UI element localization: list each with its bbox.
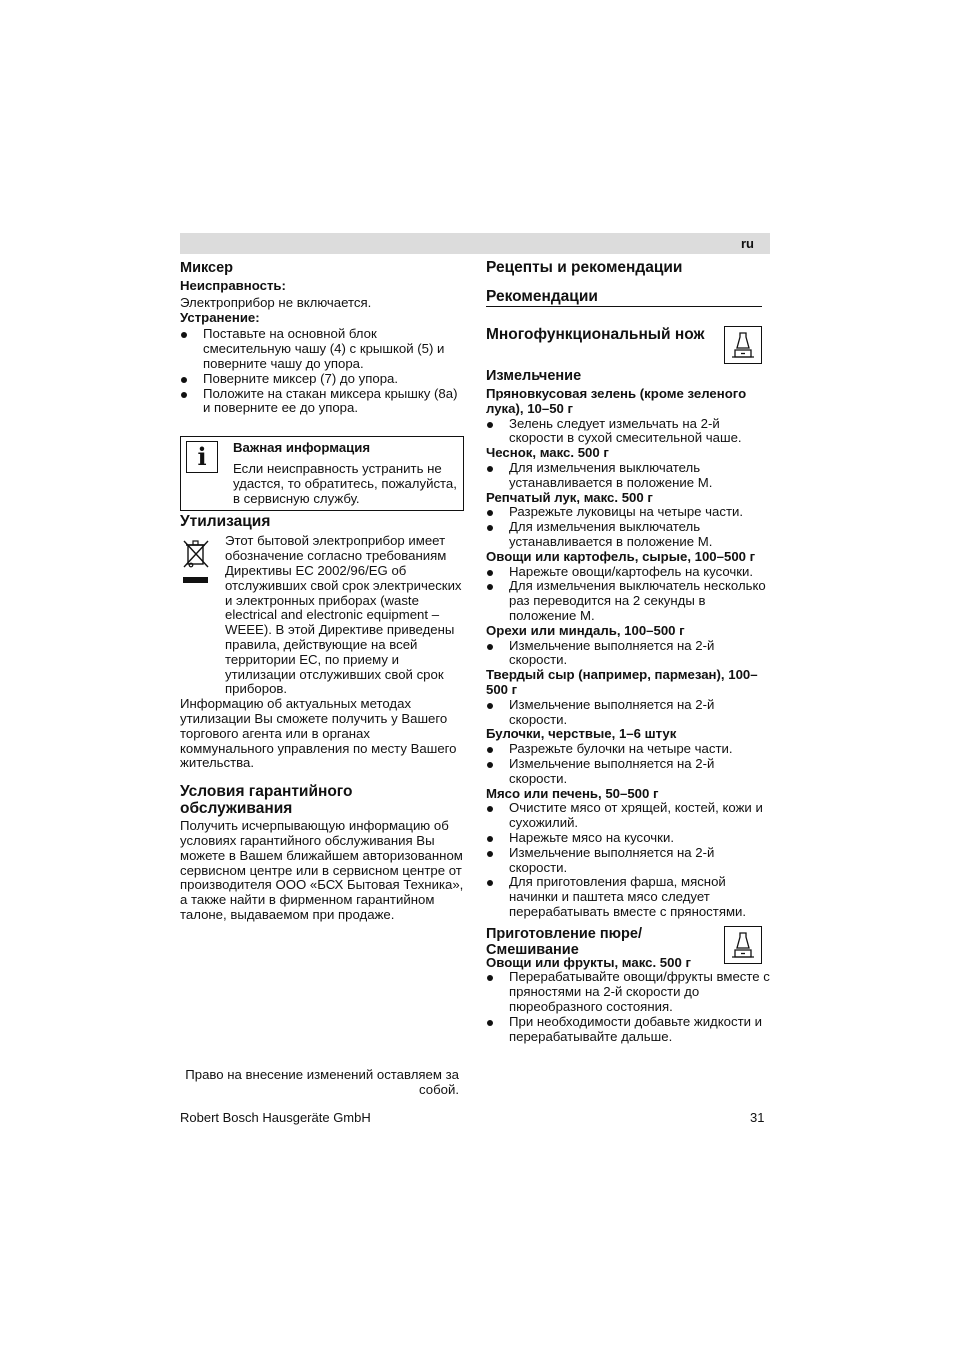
footer-company: Robert Bosch Hausgeräte GmbH [180, 1110, 371, 1125]
multi-knife-header [486, 326, 762, 364]
blender-icon [724, 326, 762, 364]
recipe-group [486, 550, 770, 624]
list-item: При необходимости добавьте жидкости и перерабатывайте дальше. [486, 1015, 770, 1045]
list-item: Для измельчения выключатель несколько раз переводится на 2 секунды в положение M. [486, 579, 770, 623]
info-box [180, 436, 464, 511]
group-title: Орехи или миндаль, 100–500 г [486, 622, 685, 638]
recipes-title: Рецепты и рекомендации [486, 259, 683, 276]
crossed-bin-icon [180, 537, 212, 569]
group-title: Булочки, черствые, 1–6 штук [486, 726, 677, 742]
list-item: Поверните миксер (7) до упора. [180, 372, 464, 387]
warranty-text: Получить исчерпывающую информацию об условиях гарантийного обслуживания Вы можете в Вашем ближайшем авторизованном сервисном центре или в сервисном центре от производителя ООО «БСХ Бытовая Техника», а также найти в фирменном гарантийном талоне, выдаваемом при продаже. [180, 818, 464, 922]
recommendations-title: Рекомендации [486, 288, 762, 307]
list-item: Очистите мясо от хрящей, костей, кожи и сухожилий. [486, 801, 770, 831]
group-title: Репчатый лук, макс. 500 г [486, 489, 653, 505]
group-title: Твердый сыр (например, пармезан), 100–500 г [486, 667, 758, 697]
fault-text: Электроприбор не включается. [180, 294, 372, 310]
fix-list [180, 327, 464, 416]
recipe-group [486, 668, 770, 727]
multi-knife-title: Многофункциональный нож [486, 326, 705, 343]
list-item: Положите на стакан миксера крышку (8a) и поверните ее до упора. [180, 387, 464, 417]
list-item: Разрежьте булочки на четыре части. [486, 742, 770, 757]
recipe-group [486, 624, 770, 668]
group-title: Мясо или печень, 50–500 г [486, 785, 659, 801]
list-item: Измельчение выполняется на 2-й скорости. [486, 757, 770, 787]
disposal-text-2: Информацию об актуальных методах утилизации Вы сможете получить у Вашего торгового агента или в органах коммунального управления по месту Вашего жительства. [180, 696, 457, 771]
fix-label: Устранение: [180, 309, 260, 325]
recipe-group [486, 491, 770, 550]
info-icon: i [186, 441, 218, 473]
page-number: 31 [750, 1110, 765, 1125]
list-item: Зелень следует измельчать на 2-й скорости в сухой смесительной чаше. [486, 417, 770, 447]
recipe-group [486, 727, 770, 786]
rights-note: Право на внесение изменений оставляем за собой. [185, 1067, 459, 1097]
chopping-title: Измельчение [486, 368, 582, 384]
group-title: Пряновкусовая зелень (кроме зеленого лука), 10–50 г [486, 386, 747, 416]
fault-label: Неисправность: [180, 278, 286, 293]
language-bar [180, 233, 770, 254]
group-title: Чеснок, макс. 500 г [486, 445, 609, 461]
info-text: Если неисправность устранить не удастся, то обратитесь, пожалуйста, в сервисную службу. [233, 460, 457, 506]
info-title: Важная информация [233, 440, 371, 456]
right-column [486, 258, 770, 1044]
list-item: Измельчение выполняется на 2-й скорости. [486, 846, 770, 876]
disposal-block [180, 534, 464, 697]
list-item: Поставьте на основной блок смесительную чашу (4) с крышкой (5) и поверните чашу до упора. [180, 327, 464, 371]
list-item: Измельчение выполняется на 2-й скорости. [486, 698, 770, 728]
language-code: ru [741, 236, 754, 251]
recipe-group [486, 446, 770, 490]
list-item: Для измельчения выключатель устанавливается в положение M. [486, 520, 770, 550]
blender-icon [724, 926, 762, 964]
disposal-text: Этот бытовой электроприбор имеет обозначение согласно требованиям Директивы ЕС 2002/96/EG об отслуживших свой срок электрических и электронных приборах (waste electrical and electronic equipment – WEEE). В этой Директиве приведены правила, действующие на всей территории ЕС, по приему и утилизации отслуживших свой срок приборов. [225, 533, 462, 697]
list-item: Нарежьте овощи/картофель на кусочки. [486, 565, 770, 580]
list-item: Разрежьте луковицы на четыре части. [486, 505, 770, 520]
puree-list [486, 970, 770, 1044]
recipe-group [486, 787, 770, 920]
list-item: Для приготовления фарша, мясной начинки и паштета мясо следует перерабатывать вместе с пряностями. [486, 875, 770, 919]
mixer-title: Миксер [180, 260, 234, 276]
puree-title: Приготовление пюре/ Смешивание [486, 925, 642, 958]
group-title: Овощи или картофель, сырые, 100–500 г [486, 548, 756, 564]
recipe-group [486, 387, 770, 446]
list-item: Нарежьте мясо на кусочки. [486, 831, 770, 846]
puree-group-title: Овощи или фрукты, макс. 500 г [486, 954, 691, 970]
list-item: Для измельчения выключатель устанавливается в положение M. [486, 461, 770, 491]
weee-bar [183, 577, 208, 583]
disposal-title: Утилизация [180, 513, 271, 531]
list-item: Измельчение выполняется на 2-й скорости. [486, 639, 770, 669]
list-item: Перерабатывайте овощи/фрукты вместе с пряностями на 2-й скорости до пюреобразного состояния. [486, 970, 770, 1014]
warranty-title: Условия гарантийного обслуживания [180, 783, 353, 818]
left-column [180, 258, 464, 923]
